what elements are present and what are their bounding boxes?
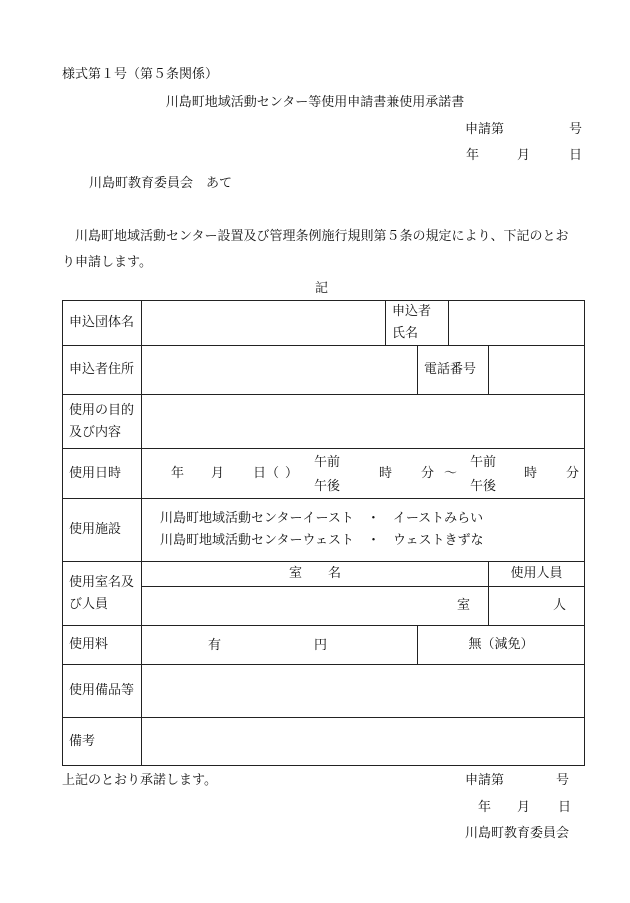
doc-no-suffix: 号 bbox=[569, 122, 583, 137]
datetime-field[interactable] bbox=[142, 449, 585, 499]
footer-year: 年 bbox=[478, 800, 492, 815]
footer-doc-no-label: 申請第 bbox=[465, 773, 505, 788]
room-name-header: 室 名 bbox=[142, 562, 489, 587]
datetime-label: 使用日時 bbox=[63, 449, 142, 499]
doc-no-label: 申請第 bbox=[465, 122, 505, 137]
purpose-label bbox=[63, 395, 142, 449]
room-label bbox=[63, 562, 142, 626]
row-remarks bbox=[63, 718, 585, 766]
facility-option-east[interactable]: 川島町地域活動センターイースト ・ イーストみらい bbox=[160, 511, 484, 527]
row-room-values bbox=[63, 587, 585, 626]
fee-paid: 有 bbox=[208, 638, 222, 654]
row-datetime bbox=[63, 449, 585, 499]
addressee: 川島町教育委員会 あて bbox=[89, 176, 233, 191]
room-label-line-2: び人員 bbox=[69, 596, 109, 612]
date-year: 年 bbox=[466, 148, 480, 163]
footer-month: 月 bbox=[517, 800, 531, 815]
phone-label: 電話番号 bbox=[418, 346, 489, 395]
row-facility bbox=[63, 499, 585, 562]
people-field[interactable] bbox=[489, 587, 585, 626]
people-header: 使用人員 bbox=[489, 562, 585, 587]
facility-option-west[interactable]: 川島町地域活動センターウェスト ・ ウェストきずな bbox=[160, 533, 484, 549]
footer-day: 日 bbox=[558, 800, 572, 815]
org-name-label: 申込団体名 bbox=[63, 301, 142, 346]
approval-text: 上記のとおり承諾します。 bbox=[62, 773, 217, 788]
row-purpose bbox=[63, 395, 585, 449]
row-fee bbox=[63, 626, 585, 665]
dt-tilde: ～ bbox=[444, 466, 458, 482]
room-label-line-1: 使用室名及 bbox=[69, 574, 135, 590]
facility-options bbox=[142, 499, 585, 562]
dt-minute-2: 分 bbox=[566, 466, 580, 482]
row-room-header bbox=[63, 562, 585, 587]
page-title: 川島町地域活動センター等使用申請書兼使用承諾書 bbox=[165, 95, 465, 110]
dt-minute-1: 分 bbox=[421, 466, 435, 482]
phone-field[interactable] bbox=[489, 346, 585, 395]
dt-day: 日（ bbox=[253, 466, 280, 482]
intro-line-1: 川島町地域活動センター設置及び管理条例施行規則第５条の規定により、下記のとお bbox=[62, 229, 569, 244]
dt-am-2: 午前 bbox=[470, 455, 497, 471]
footer-doc-no-suffix: 号 bbox=[556, 773, 570, 788]
fee-paid-field[interactable] bbox=[142, 626, 418, 665]
ki-label: 記 bbox=[315, 281, 329, 296]
fee-label: 使用料 bbox=[63, 626, 142, 665]
dt-pm-1: 午後 bbox=[314, 479, 341, 495]
remarks-label: 備考 bbox=[63, 718, 142, 766]
remarks-field[interactable] bbox=[142, 718, 585, 766]
applicant-name-field[interactable] bbox=[449, 301, 585, 346]
row-equipment bbox=[63, 665, 585, 718]
applicant-name-label: 申込者氏名 bbox=[386, 301, 449, 346]
room-name-field[interactable] bbox=[142, 587, 489, 626]
fee-yen: 円 bbox=[314, 638, 328, 654]
dt-paren-close: ） bbox=[285, 466, 299, 482]
application-form-table bbox=[62, 300, 585, 766]
facility-label: 使用施設 bbox=[63, 499, 142, 562]
org-name-field[interactable] bbox=[142, 301, 386, 346]
dt-month: 月 bbox=[211, 466, 225, 482]
equipment-label: 使用備品等 bbox=[63, 665, 142, 718]
dt-am-1: 午前 bbox=[314, 455, 341, 471]
dt-year: 年 bbox=[171, 466, 185, 482]
purpose-field[interactable] bbox=[142, 395, 585, 449]
fee-free-field[interactable]: 無（減免） bbox=[418, 626, 585, 665]
people-suffix: 人 bbox=[553, 598, 567, 614]
room-suffix: 室 bbox=[457, 598, 471, 614]
dt-hour-1: 時 bbox=[379, 466, 393, 482]
dt-hour-2: 時 bbox=[524, 466, 538, 482]
dt-pm-2: 午後 bbox=[470, 479, 497, 495]
date-month: 月 bbox=[517, 148, 531, 163]
footer-issuer: 川島町教育委員会 bbox=[465, 826, 570, 841]
form-number: 様式第１号（第５条関係） bbox=[62, 67, 219, 82]
purpose-label-line-1: 使用の目的 bbox=[69, 402, 135, 418]
row-org bbox=[63, 301, 585, 346]
intro-line-2: り申請します。 bbox=[62, 255, 152, 270]
address-label: 申込者住所 bbox=[63, 346, 142, 395]
date-day: 日 bbox=[569, 148, 583, 163]
address-field[interactable] bbox=[142, 346, 418, 395]
equipment-field[interactable] bbox=[142, 665, 585, 718]
row-address bbox=[63, 346, 585, 395]
purpose-label-line-2: 及び内容 bbox=[69, 424, 122, 440]
